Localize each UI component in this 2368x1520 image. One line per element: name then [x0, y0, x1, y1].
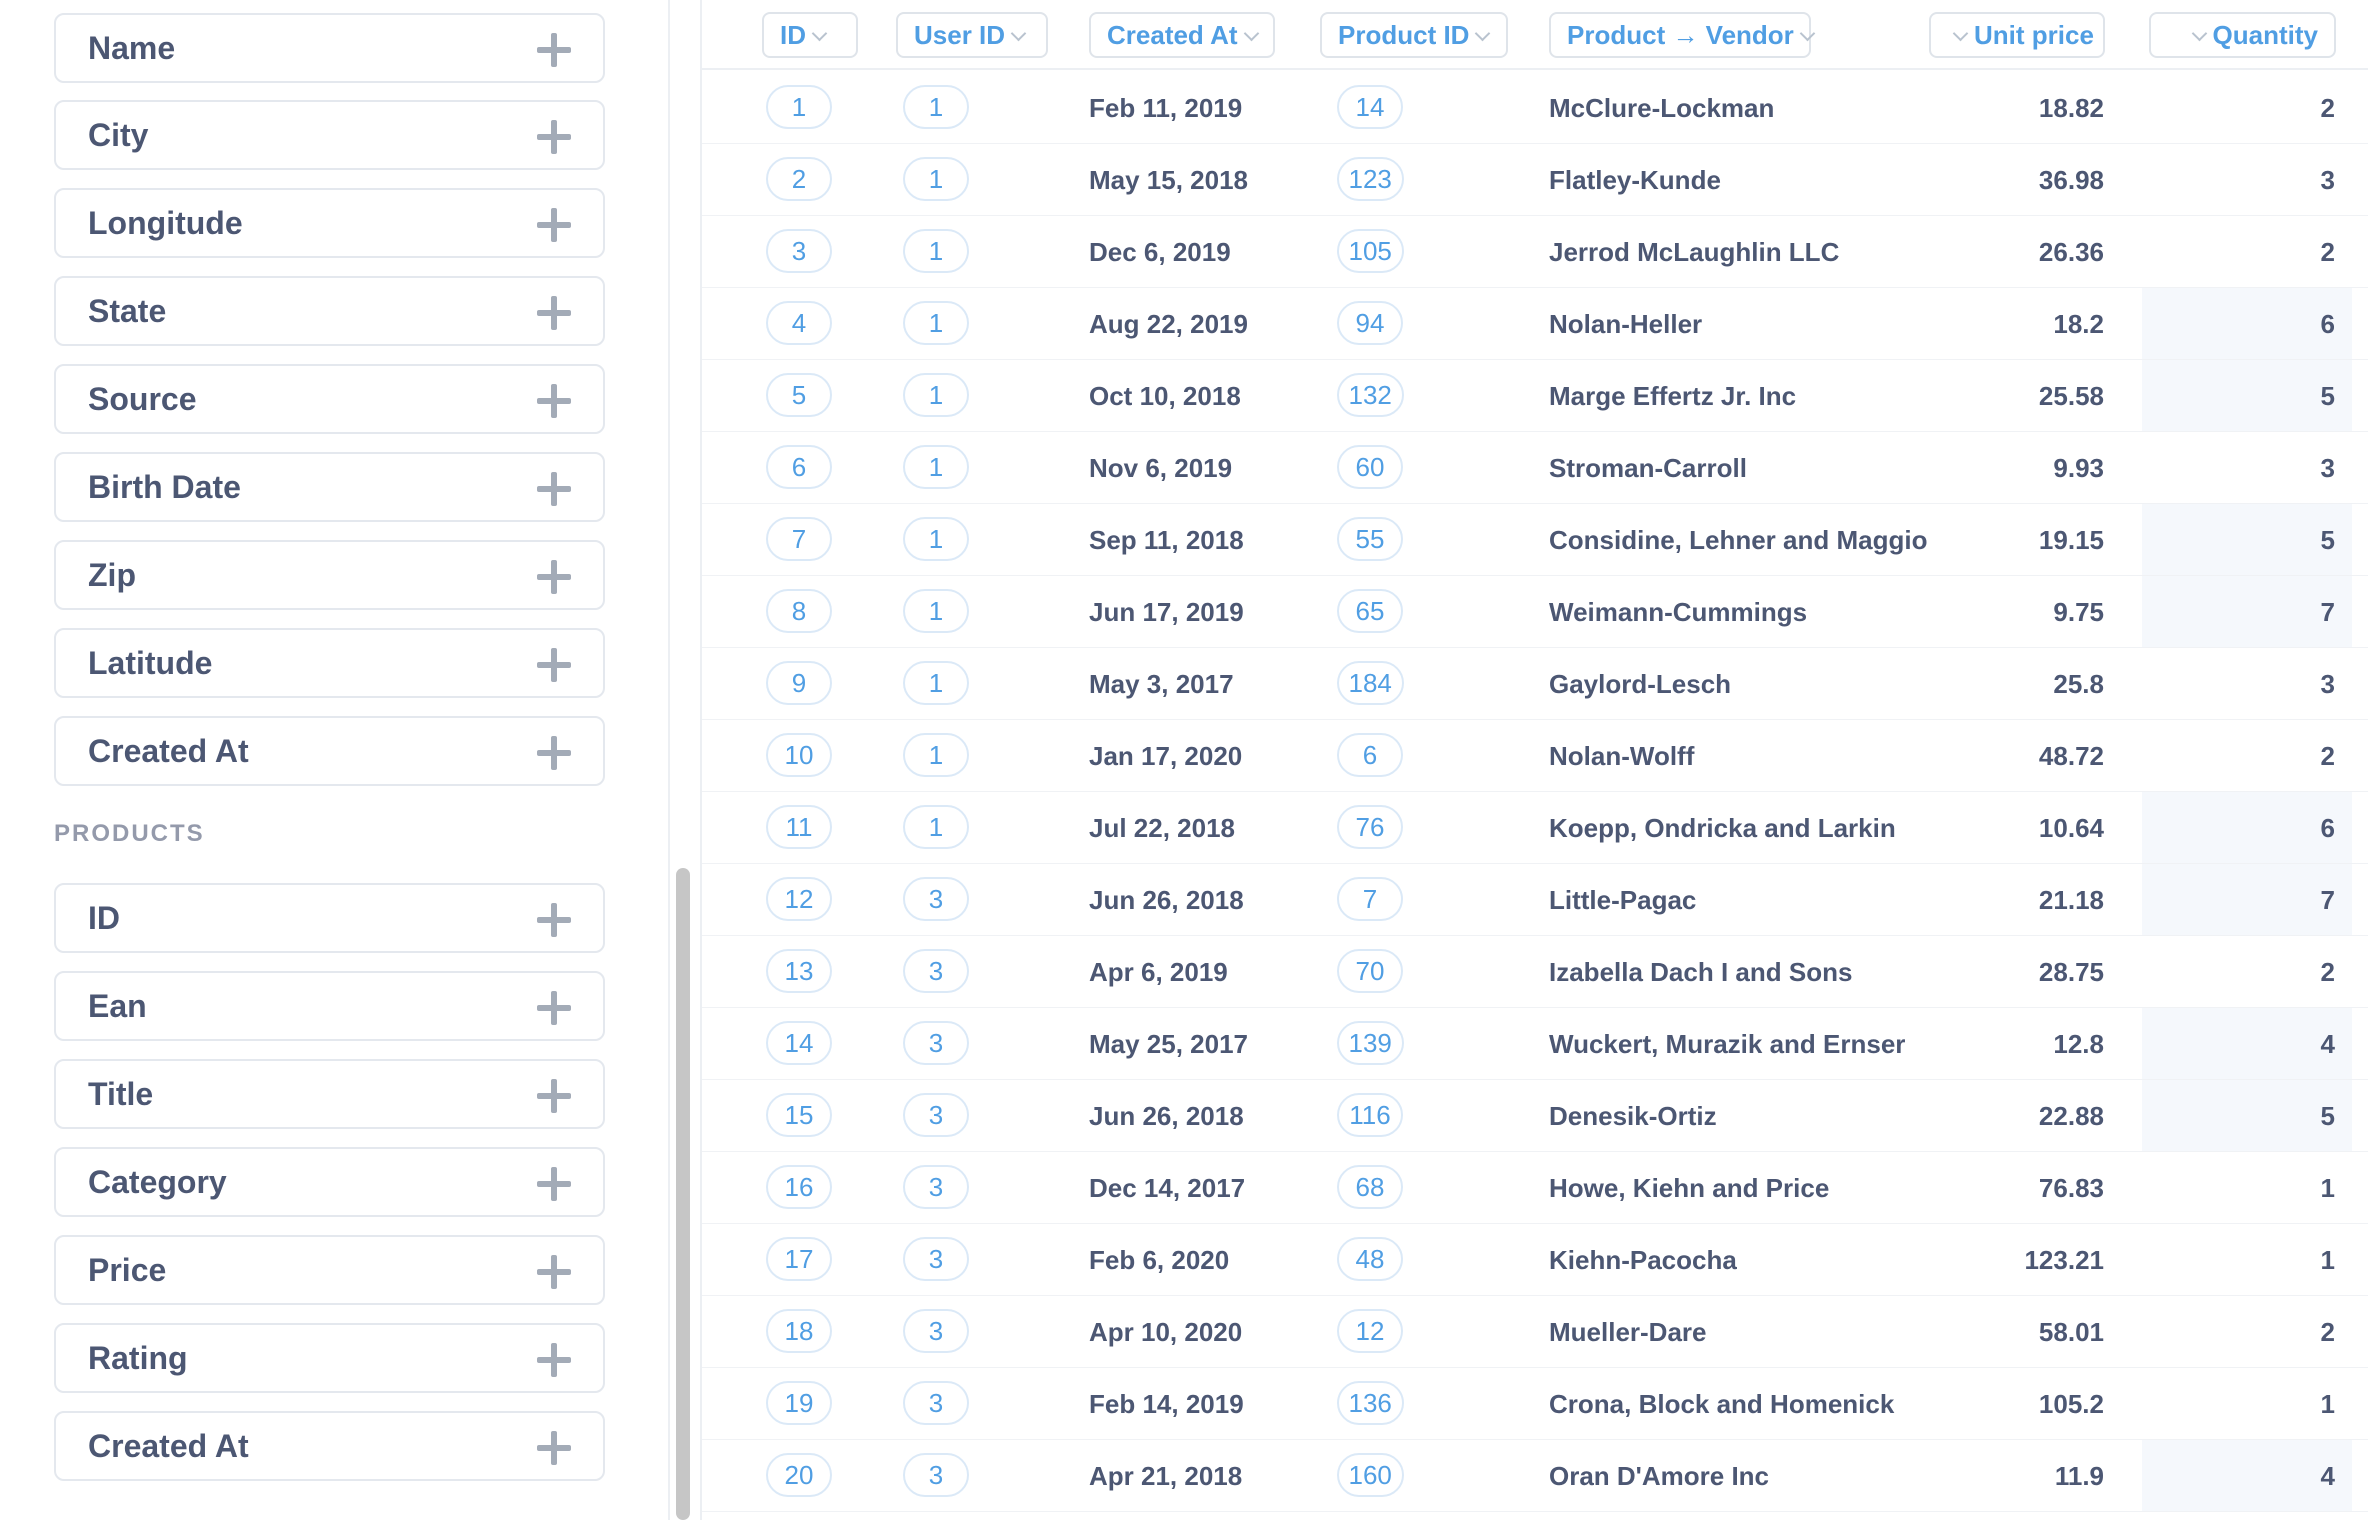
- created-at-cell: Oct 10, 2018: [1089, 381, 1241, 411]
- unit-price-cell: 123.21: [2024, 1245, 2104, 1275]
- chevron-down-icon: [1953, 26, 1969, 42]
- field-label: Longitude: [88, 205, 243, 241]
- field-label: State: [88, 293, 167, 329]
- field-label: Created At: [88, 733, 249, 769]
- quantity-cell: 3: [2320, 165, 2335, 195]
- user-id-cell[interactable]: 3: [903, 1453, 969, 1497]
- quantity-cell: 7: [2320, 597, 2335, 627]
- plus-icon[interactable]: [537, 1079, 571, 1113]
- field-button-top-2[interactable]: [54, 188, 605, 258]
- product-id-cell[interactable]: 48: [1337, 1237, 1403, 1281]
- unit-price-cell: 9.93: [2053, 453, 2104, 483]
- vendor-cell: Marge Effertz Jr. Inc: [1549, 381, 1797, 411]
- quantity-cell: 3: [2320, 453, 2335, 483]
- field-label: Latitude: [88, 645, 213, 681]
- table-row[interactable]: [702, 864, 2368, 936]
- quantity-cell: 2: [2320, 957, 2335, 987]
- unit-price-cell: 105.2: [2038, 1389, 2104, 1419]
- unit-price-cell: 25.58: [2038, 381, 2104, 411]
- sidebar-scrollbar[interactable]: [676, 868, 690, 1520]
- field-button-products-0[interactable]: [54, 883, 605, 953]
- created-at-cell: Jan 17, 2020: [1089, 741, 1243, 771]
- id-cell[interactable]: 12: [766, 877, 832, 921]
- chevron-down-icon: [812, 26, 828, 42]
- id-cell[interactable]: 18: [766, 1309, 832, 1353]
- results-table: [702, 0, 2368, 1520]
- field-label: Category: [88, 1164, 227, 1200]
- field-button-products-5[interactable]: [54, 1323, 605, 1393]
- user-id-cell[interactable]: 1: [903, 661, 969, 705]
- field-button-top-4[interactable]: [54, 364, 605, 434]
- user-id-cell[interactable]: 1: [903, 85, 969, 129]
- unit-price-cell: 21.18: [2038, 885, 2104, 915]
- table-row[interactable]: [702, 1152, 2368, 1224]
- table-row[interactable]: [702, 216, 2368, 288]
- plus-icon[interactable]: [537, 33, 571, 67]
- unit-price-cell: 36.98: [2038, 165, 2104, 195]
- vendor-cell: Jerrod McLaughlin LLC: [1549, 237, 1840, 267]
- created-at-cell: Apr 6, 2019: [1089, 957, 1228, 987]
- user-id-cell[interactable]: 1: [903, 589, 969, 633]
- field-button-products-4[interactable]: [54, 1235, 605, 1305]
- unit-price-cell: 25.8: [2053, 669, 2104, 699]
- unit-price-cell: 11.9: [2054, 1461, 2104, 1491]
- vendor-cell: Kiehn-Pacocha: [1549, 1245, 1737, 1275]
- product-id-cell[interactable]: 76: [1337, 805, 1403, 849]
- field-label: Ean: [88, 988, 147, 1024]
- vendor-cell: Weimann-Cummings: [1549, 597, 1808, 627]
- plus-icon[interactable]: [537, 560, 571, 594]
- quantity-cell: 3: [2320, 669, 2335, 699]
- user-id-cell[interactable]: 3: [903, 949, 969, 993]
- user-id-cell[interactable]: 3: [903, 1165, 969, 1209]
- product-id-cell[interactable]: 14: [1337, 85, 1403, 129]
- chevron-down-icon: [1243, 26, 1259, 42]
- plus-icon[interactable]: [537, 991, 571, 1025]
- plus-icon[interactable]: [537, 736, 571, 770]
- unit-price-cell: 19.15: [2038, 525, 2104, 555]
- table-row[interactable]: [702, 504, 2368, 576]
- id-cell[interactable]: 11: [766, 805, 832, 849]
- quantity-cell: 6: [2320, 813, 2335, 843]
- unit-price-cell: 12.8: [2053, 1029, 2104, 1059]
- field-button-products-1[interactable]: [54, 971, 605, 1041]
- plus-icon[interactable]: [537, 1255, 571, 1289]
- created-at-cell: May 15, 2018: [1089, 165, 1249, 195]
- field-button-top-8[interactable]: [54, 716, 605, 786]
- column-header-4[interactable]: [1549, 12, 1811, 58]
- column-header-label: Unit price: [1974, 20, 2094, 50]
- unit-price-cell: 26.36: [2038, 237, 2104, 267]
- id-cell[interactable]: 17: [766, 1237, 832, 1281]
- quantity-cell: 5: [2320, 1101, 2335, 1131]
- column-header-5[interactable]: [1929, 12, 2105, 58]
- table-row[interactable]: [702, 1224, 2368, 1296]
- field-button-top-6[interactable]: [54, 540, 605, 610]
- table-row[interactable]: [702, 72, 2368, 144]
- vendor-cell: Oran D'Amore Inc: [1549, 1461, 1770, 1491]
- column-header-label: Created At: [1107, 20, 1238, 50]
- plus-icon[interactable]: [537, 208, 571, 242]
- table-row[interactable]: [702, 1368, 2368, 1440]
- unit-price-cell: 10.64: [2038, 813, 2104, 843]
- column-header-6[interactable]: [2149, 12, 2336, 58]
- vendor-cell: Koepp, Ondricka and Larkin: [1549, 813, 1896, 843]
- field-button-products-3[interactable]: [54, 1147, 605, 1217]
- id-cell[interactable]: 13: [766, 949, 832, 993]
- sidebar: [0, 0, 670, 1520]
- user-id-cell[interactable]: 1: [903, 301, 969, 345]
- id-cell[interactable]: 9: [766, 661, 832, 705]
- chevron-down-icon: [1475, 26, 1491, 42]
- field-label: Title: [88, 1076, 154, 1112]
- id-cell[interactable]: 20: [766, 1453, 832, 1497]
- panel-divider: [668, 0, 670, 1520]
- id-cell[interactable]: 6: [766, 445, 832, 489]
- product-id-cell[interactable]: 132: [1337, 373, 1404, 417]
- column-header-label: Quantity: [2212, 20, 2318, 50]
- id-cell[interactable]: 19: [766, 1381, 832, 1425]
- field-button-top-3[interactable]: [54, 276, 605, 346]
- field-label: City: [88, 117, 149, 153]
- id-cell[interactable]: 3: [766, 229, 832, 273]
- product-id-cell[interactable]: 136: [1337, 1381, 1404, 1425]
- product-id-cell[interactable]: 7: [1337, 877, 1403, 921]
- created-at-cell: Jun 26, 2018: [1089, 1101, 1244, 1131]
- vendor-cell: Considine, Lehner and Maggio: [1549, 525, 1928, 555]
- quantity-cell: 1: [2320, 1245, 2335, 1275]
- table-row[interactable]: [702, 288, 2368, 360]
- vendor-cell: Nolan-Heller: [1549, 309, 1703, 339]
- table-row[interactable]: [702, 936, 2368, 1008]
- vendor-cell: Crona, Block and Homenick: [1549, 1389, 1895, 1419]
- quantity-cell: 2: [2320, 93, 2335, 123]
- table-row[interactable]: [702, 1080, 2368, 1152]
- product-id-cell[interactable]: 68: [1337, 1165, 1403, 1209]
- plus-icon[interactable]: [537, 472, 571, 506]
- user-id-cell[interactable]: 3: [903, 1093, 969, 1137]
- column-header-label: Product ID: [1338, 20, 1470, 50]
- field-label: Name: [88, 30, 176, 66]
- field-label: Created At: [88, 1428, 249, 1464]
- plus-icon[interactable]: [537, 384, 571, 418]
- created-at-cell: Jun 26, 2018: [1089, 885, 1244, 915]
- column-header-3[interactable]: [1320, 12, 1508, 58]
- user-id-cell[interactable]: 3: [903, 1309, 969, 1353]
- created-at-cell: Dec 14, 2017: [1089, 1173, 1246, 1203]
- product-id-cell[interactable]: 105: [1337, 229, 1404, 273]
- plus-icon[interactable]: [537, 1431, 571, 1465]
- unit-price-cell: 58.01: [2038, 1317, 2104, 1347]
- id-cell[interactable]: 10: [766, 733, 832, 777]
- table-row[interactable]: [702, 648, 2368, 720]
- column-header-2[interactable]: [1089, 12, 1275, 58]
- id-cell[interactable]: 2: [766, 157, 832, 201]
- field-label: Zip: [88, 557, 136, 593]
- vendor-cell: Mueller-Dare: [1549, 1317, 1707, 1347]
- user-id-cell[interactable]: 3: [903, 877, 969, 921]
- user-id-cell[interactable]: 1: [903, 445, 969, 489]
- product-id-cell[interactable]: 160: [1337, 1453, 1404, 1497]
- id-cell[interactable]: 14: [766, 1021, 832, 1065]
- plus-icon[interactable]: [537, 1167, 571, 1201]
- id-cell[interactable]: 5: [766, 373, 832, 417]
- table-row[interactable]: [702, 792, 2368, 864]
- vendor-cell: Stroman-Carroll: [1549, 453, 1747, 483]
- plus-icon[interactable]: [537, 120, 571, 154]
- unit-price-cell: 18.82: [2038, 93, 2104, 123]
- plus-icon[interactable]: [537, 1343, 571, 1377]
- created-at-cell: Jul 22, 2018: [1089, 813, 1235, 843]
- quantity-cell: 7: [2320, 885, 2335, 915]
- product-id-cell[interactable]: 60: [1337, 445, 1403, 489]
- column-header-1[interactable]: [896, 12, 1048, 58]
- section-heading-products: PRODUCTS: [54, 820, 205, 847]
- created-at-cell: Apr 10, 2020: [1089, 1317, 1243, 1347]
- quantity-cell: 2: [2320, 741, 2335, 771]
- vendor-cell: Gaylord-Lesch: [1549, 669, 1732, 699]
- chevron-down-icon: [1011, 26, 1027, 42]
- created-at-cell: Feb 11, 2019: [1089, 93, 1243, 123]
- user-id-cell[interactable]: 3: [903, 1237, 969, 1281]
- created-at-cell: Dec 6, 2019: [1089, 237, 1231, 267]
- id-cell[interactable]: 16: [766, 1165, 832, 1209]
- id-cell[interactable]: 8: [766, 589, 832, 633]
- id-cell[interactable]: 4: [766, 301, 832, 345]
- created-at-cell: May 3, 2017: [1089, 669, 1234, 699]
- user-id-cell[interactable]: 3: [903, 1021, 969, 1065]
- vendor-cell: Denesik-Ortiz: [1549, 1101, 1717, 1131]
- created-at-cell: Apr 21, 2018: [1089, 1461, 1243, 1491]
- table-row[interactable]: [702, 720, 2368, 792]
- product-id-cell[interactable]: 65: [1337, 589, 1403, 633]
- unit-price-cell: 18.2: [2053, 309, 2104, 339]
- user-id-cell[interactable]: 1: [903, 229, 969, 273]
- vendor-cell: Wuckert, Murazik and Ernser: [1549, 1029, 1906, 1059]
- product-id-cell[interactable]: 184: [1337, 661, 1404, 705]
- product-id-cell[interactable]: 12: [1337, 1309, 1403, 1353]
- vendor-cell: Izabella Dach I and Sons: [1549, 957, 1853, 987]
- unit-price-cell: 9.75: [2053, 597, 2104, 627]
- field-button-products-6[interactable]: [54, 1411, 605, 1481]
- user-id-cell[interactable]: 1: [903, 733, 969, 777]
- plus-icon[interactable]: [537, 903, 571, 937]
- quantity-cell: 1: [2320, 1173, 2335, 1203]
- vendor-cell: McClure-Lockman: [1549, 93, 1775, 123]
- field-button-top-5[interactable]: [54, 452, 605, 522]
- quantity-cell: 6: [2320, 309, 2335, 339]
- quantity-cell: 5: [2320, 525, 2335, 555]
- product-id-cell[interactable]: 123: [1337, 157, 1404, 201]
- quantity-cell: 1: [2320, 1389, 2335, 1419]
- field-label: Birth Date: [88, 469, 241, 505]
- id-cell[interactable]: 15: [766, 1093, 832, 1137]
- created-at-cell: Jun 17, 2019: [1089, 597, 1244, 627]
- user-id-cell[interactable]: 1: [903, 517, 969, 561]
- created-at-cell: Sep 11, 2018: [1089, 525, 1244, 555]
- product-id-cell[interactable]: 116: [1337, 1093, 1403, 1137]
- product-id-cell[interactable]: 6: [1337, 733, 1403, 777]
- user-id-cell[interactable]: 1: [903, 805, 969, 849]
- quantity-cell: 4: [2320, 1461, 2335, 1491]
- table-row[interactable]: [702, 576, 2368, 648]
- table-row[interactable]: [702, 1296, 2368, 1368]
- table-row[interactable]: [702, 144, 2368, 216]
- table-row[interactable]: [702, 1440, 2368, 1512]
- chevron-down-icon: [2191, 26, 2207, 42]
- unit-price-cell: 28.75: [2038, 957, 2104, 987]
- product-id-cell[interactable]: 139: [1337, 1021, 1404, 1065]
- unit-price-cell: 22.88: [2038, 1101, 2104, 1131]
- table-row[interactable]: [702, 432, 2368, 504]
- quantity-cell: 2: [2320, 237, 2335, 267]
- quantity-cell: 4: [2320, 1029, 2335, 1059]
- created-at-cell: Aug 22, 2019: [1089, 309, 1248, 339]
- unit-price-cell: 76.83: [2038, 1173, 2104, 1203]
- vendor-cell: Nolan-Wolff: [1549, 741, 1695, 771]
- created-at-cell: May 25, 2017: [1089, 1029, 1249, 1059]
- user-id-cell[interactable]: 3: [903, 1381, 969, 1425]
- user-id-cell[interactable]: 1: [903, 157, 969, 201]
- vendor-cell: Little-Pagac: [1549, 885, 1697, 915]
- id-cell[interactable]: 7: [766, 517, 832, 561]
- table-row[interactable]: [702, 360, 2368, 432]
- field-label: Price: [88, 1252, 167, 1288]
- field-button-top-0[interactable]: [54, 13, 605, 83]
- field-label: Rating: [88, 1340, 188, 1376]
- field-button-top-7[interactable]: [54, 628, 605, 698]
- product-id-cell[interactable]: 55: [1337, 517, 1403, 561]
- id-cell[interactable]: 1: [766, 85, 832, 129]
- column-header-label: Product → Vendor: [1567, 20, 1794, 50]
- vendor-cell: Howe, Kiehn and Price: [1549, 1173, 1830, 1203]
- plus-icon[interactable]: [537, 648, 571, 682]
- unit-price-cell: 48.72: [2038, 741, 2104, 771]
- created-at-cell: Feb 6, 2020: [1089, 1245, 1230, 1275]
- product-id-cell[interactable]: 94: [1337, 301, 1403, 345]
- table-header-row: [702, 0, 2368, 70]
- column-header-label: User ID: [914, 20, 1006, 50]
- column-header-label: ID: [780, 20, 806, 50]
- field-label: Source: [88, 381, 197, 417]
- chevron-down-icon: [1800, 26, 1816, 42]
- field-button-products-2[interactable]: [54, 1059, 605, 1129]
- quantity-cell: 2: [2320, 1317, 2335, 1347]
- vendor-cell: Flatley-Kunde: [1549, 165, 1721, 195]
- quantity-cell: 5: [2320, 381, 2335, 411]
- field-label: ID: [88, 900, 120, 936]
- field-button-top-1[interactable]: [54, 100, 605, 170]
- plus-icon[interactable]: [537, 296, 571, 330]
- product-id-cell[interactable]: 70: [1337, 949, 1403, 993]
- created-at-cell: Nov 6, 2019: [1089, 453, 1233, 483]
- user-id-cell[interactable]: 1: [903, 373, 969, 417]
- created-at-cell: Feb 14, 2019: [1089, 1389, 1244, 1419]
- column-header-0[interactable]: [762, 12, 858, 58]
- table-row[interactable]: [702, 1008, 2368, 1080]
